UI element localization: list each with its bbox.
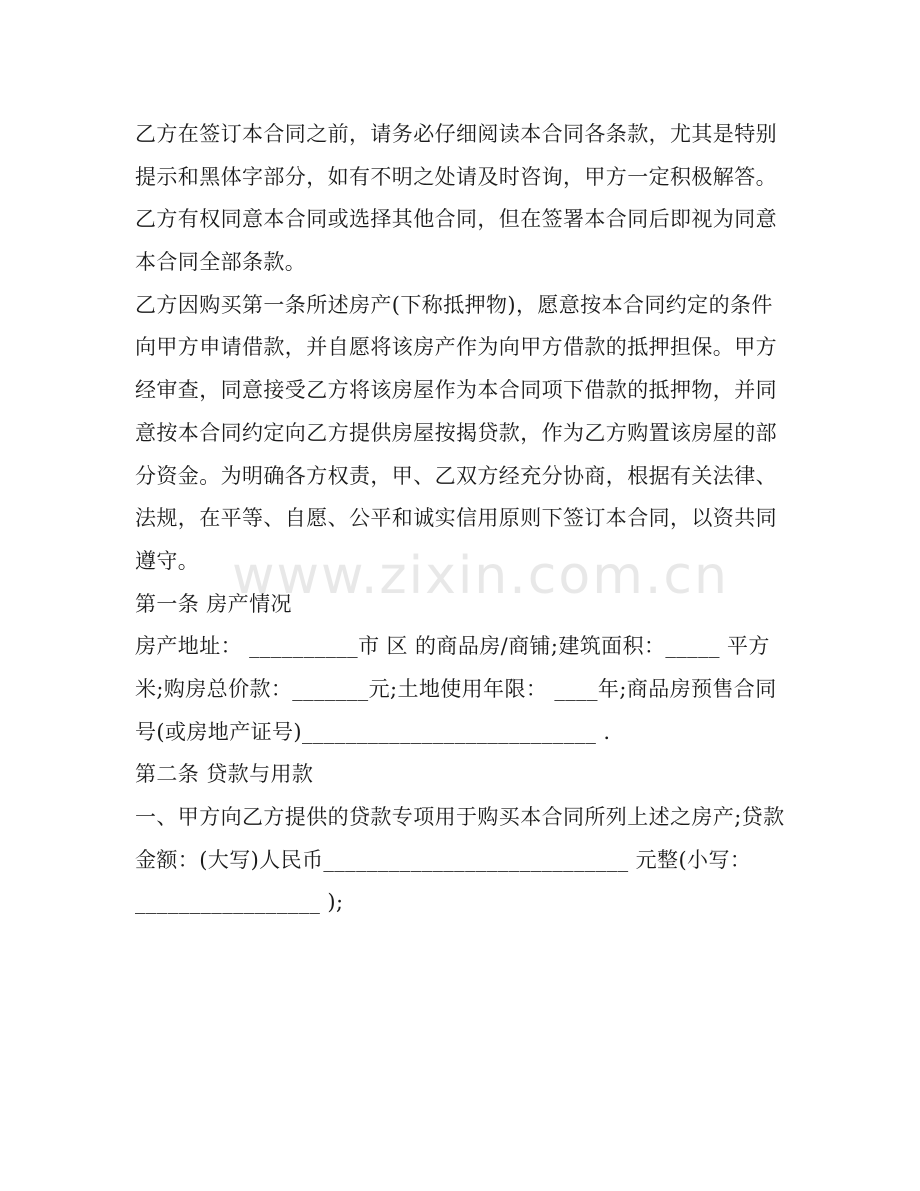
paragraph-line: 法规，在平等、自愿、公平和诚实信用原则下签订本合同，以资共同	[135, 506, 777, 531]
paragraph-line: 一、甲方向乙方提供的贷款专项用于购买本合同所列上述之房产;贷款	[135, 805, 785, 829]
paragraph-line: 乙方有权同意本合同或选择其他合同，但在签署本合同后即视为同意	[135, 207, 777, 232]
paragraph-line: 向甲方申请借款，并自愿将该房产作为向甲方借款的抵押担保。甲方	[135, 335, 777, 360]
paragraph-line: 乙方因购买第一条所述房产(下称抵押物)，愿意按本合同约定的条件	[135, 292, 773, 317]
paragraph-line: 遵守。	[135, 548, 200, 573]
watermark: www.zixin.com.cn	[232, 546, 729, 606]
paragraph-line: 本合同全部条款。	[135, 250, 307, 275]
section-heading-loan: 第二条 贷款与用款	[135, 762, 314, 787]
paragraph-line: 乙方在签订本合同之前，请务必仔细阅读本合同各条款，尤其是特别	[135, 122, 777, 146]
paragraph-line: 经审查，同意接受乙方将该房屋作为本合同项下借款的抵押物，并同	[135, 378, 777, 403]
paragraph-line: 房产地址： __________市 区 的商品房/商铺;建筑面积：_____ 平方	[135, 634, 770, 659]
paragraph-line: 分资金。为明确各方权责，甲、乙双方经充分协商，根据有关法律、	[135, 463, 777, 488]
paragraph-line: 意按本合同约定向乙方提供房屋按揭贷款，作为乙方购置该房屋的部	[135, 420, 777, 445]
paragraph-line: _________________ );	[135, 890, 344, 915]
paragraph-line: 金额：(大写)人民币____________________________ 元整(小写：	[135, 847, 752, 872]
document-body	[135, 113, 785, 924]
section-heading-property: 第一条 房产情况	[135, 591, 292, 616]
paragraph-line: 号(或房地产证号)___________________________ .	[135, 719, 611, 744]
paragraph-line: 米;购房总价款：_______元;土地使用年限： ____年;商品房预售合同	[135, 676, 777, 701]
paragraph-line: 提示和黑体字部分，如有不明之处请及时咨询，甲方一定积极解答。	[135, 164, 777, 189]
